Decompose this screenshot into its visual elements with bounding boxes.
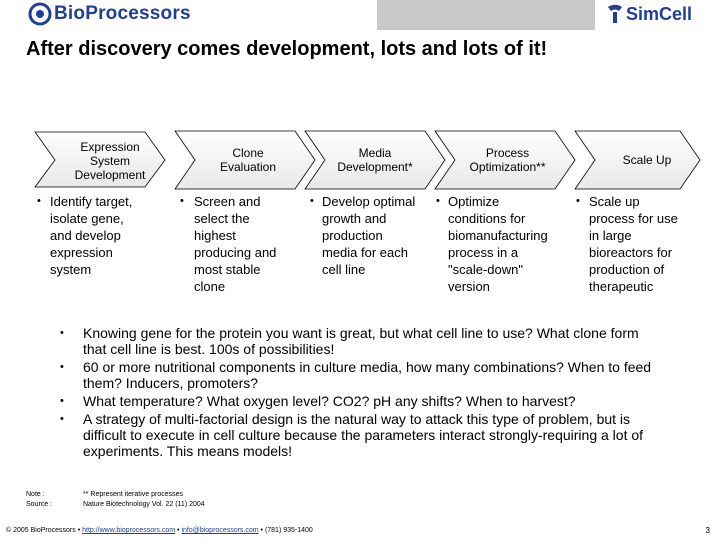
footer-copyright: © 2005 BioProcessors • — [6, 527, 81, 534]
stage-desc-scaleup — [576, 193, 678, 295]
desc-line: production of — [589, 262, 665, 277]
stage-desc-media — [310, 193, 415, 278]
desc-line: Scale up — [589, 194, 640, 209]
bullet-dot: • — [60, 395, 64, 407]
desc-line: Screen and — [194, 194, 261, 209]
footer-separator: • — [177, 527, 180, 534]
desc-line: bioreactors for — [589, 245, 673, 260]
desc-line: process for use — [589, 211, 678, 226]
stage-label-scaleup: Scale Up — [622, 153, 672, 167]
bullet-dot: • — [37, 195, 41, 207]
stage-desc-clone — [180, 193, 276, 295]
bullet-dot: • — [436, 195, 440, 207]
bullet-dot: • — [180, 195, 184, 207]
desc-line: and develop — [50, 228, 121, 243]
note-text: ** Represent iterative processes — [83, 491, 183, 498]
list-item: • Knowing gene for the protein you want is great, but what cell line to use? What clone form that cell line is best. 100s of possibilities! — [60, 325, 639, 357]
stage-label-process: Process Optimization** — [469, 146, 546, 174]
source-text: Nature Biotechnology Vol. 22 (11) 2004 — [83, 501, 205, 508]
stage-label-expression: Expression System Development — [74, 140, 146, 182]
stage-desc-process — [436, 193, 548, 295]
desc-line: production — [322, 228, 383, 243]
list-item: • A strategy of multi-factorial design is the natural way to attack this type of problem, but is difficult to execute in cell culture because the parameters interact strongly-requiring a lot of experiments. This means models! — [60, 411, 644, 459]
desc-line: Identify target, — [50, 194, 133, 209]
bullet-dot: • — [576, 195, 580, 207]
footer — [6, 527, 313, 534]
desc-line: conditions for — [448, 211, 526, 226]
desc-line: media for each — [322, 245, 408, 260]
desc-line: process in a — [448, 245, 519, 260]
stage-label-clone: Clone Evaluation — [219, 146, 277, 174]
bullet-dot: • — [60, 361, 64, 373]
source-label: Source : — [26, 501, 53, 508]
desc-line: biomanufacturing — [448, 228, 548, 243]
desc-line: producing and — [194, 245, 277, 260]
note-label: Note : — [26, 491, 45, 498]
footer-phone: • (781) 935-1400 — [260, 527, 313, 534]
page-title: After discovery comes development, lots and lots of it! — [26, 38, 548, 60]
desc-line: Optimize — [448, 194, 500, 209]
desc-line: cell line — [322, 262, 366, 277]
stage-label-media: Media Development* — [337, 146, 413, 174]
bullet-dot: • — [60, 327, 64, 339]
footer-website-link[interactable]: http://www.bioprocessors.com — [82, 527, 176, 534]
desc-line: therapeutic — [589, 279, 654, 294]
desc-line: select the — [194, 211, 250, 226]
page-number: 3 — [705, 526, 710, 535]
desc-line: Develop optimal — [322, 194, 416, 209]
bioprocessors-logo-text: BioProcessors — [54, 3, 191, 24]
desc-line: in large — [589, 228, 632, 243]
desc-line: version — [448, 279, 490, 294]
desc-line: clone — [194, 279, 226, 294]
bullet-dot: • — [60, 413, 64, 425]
simcell-logo-text: SimCell — [626, 4, 693, 24]
list-item: • 60 or more nutritional components in culture media, how many combinations? When to feed them? Inducers, promoters? — [60, 359, 652, 391]
main-bullet-list — [60, 325, 660, 461]
stage-desc-expression — [37, 193, 132, 278]
footer-email-link[interactable]: info@bioprocessors.com — [181, 527, 259, 534]
desc-line: growth and — [322, 211, 387, 226]
desc-line: "scale-down" — [448, 262, 523, 277]
desc-line: most stable — [194, 262, 261, 277]
desc-line: expression — [50, 245, 113, 260]
bullet-dot: • — [310, 195, 314, 207]
desc-line: highest — [194, 228, 236, 243]
list-item: • What temperature? What oxygen level? CO2? pH any shifts? When to harvest? — [60, 393, 576, 409]
desc-line: system — [50, 262, 92, 277]
desc-line: isolate gene, — [50, 211, 124, 226]
